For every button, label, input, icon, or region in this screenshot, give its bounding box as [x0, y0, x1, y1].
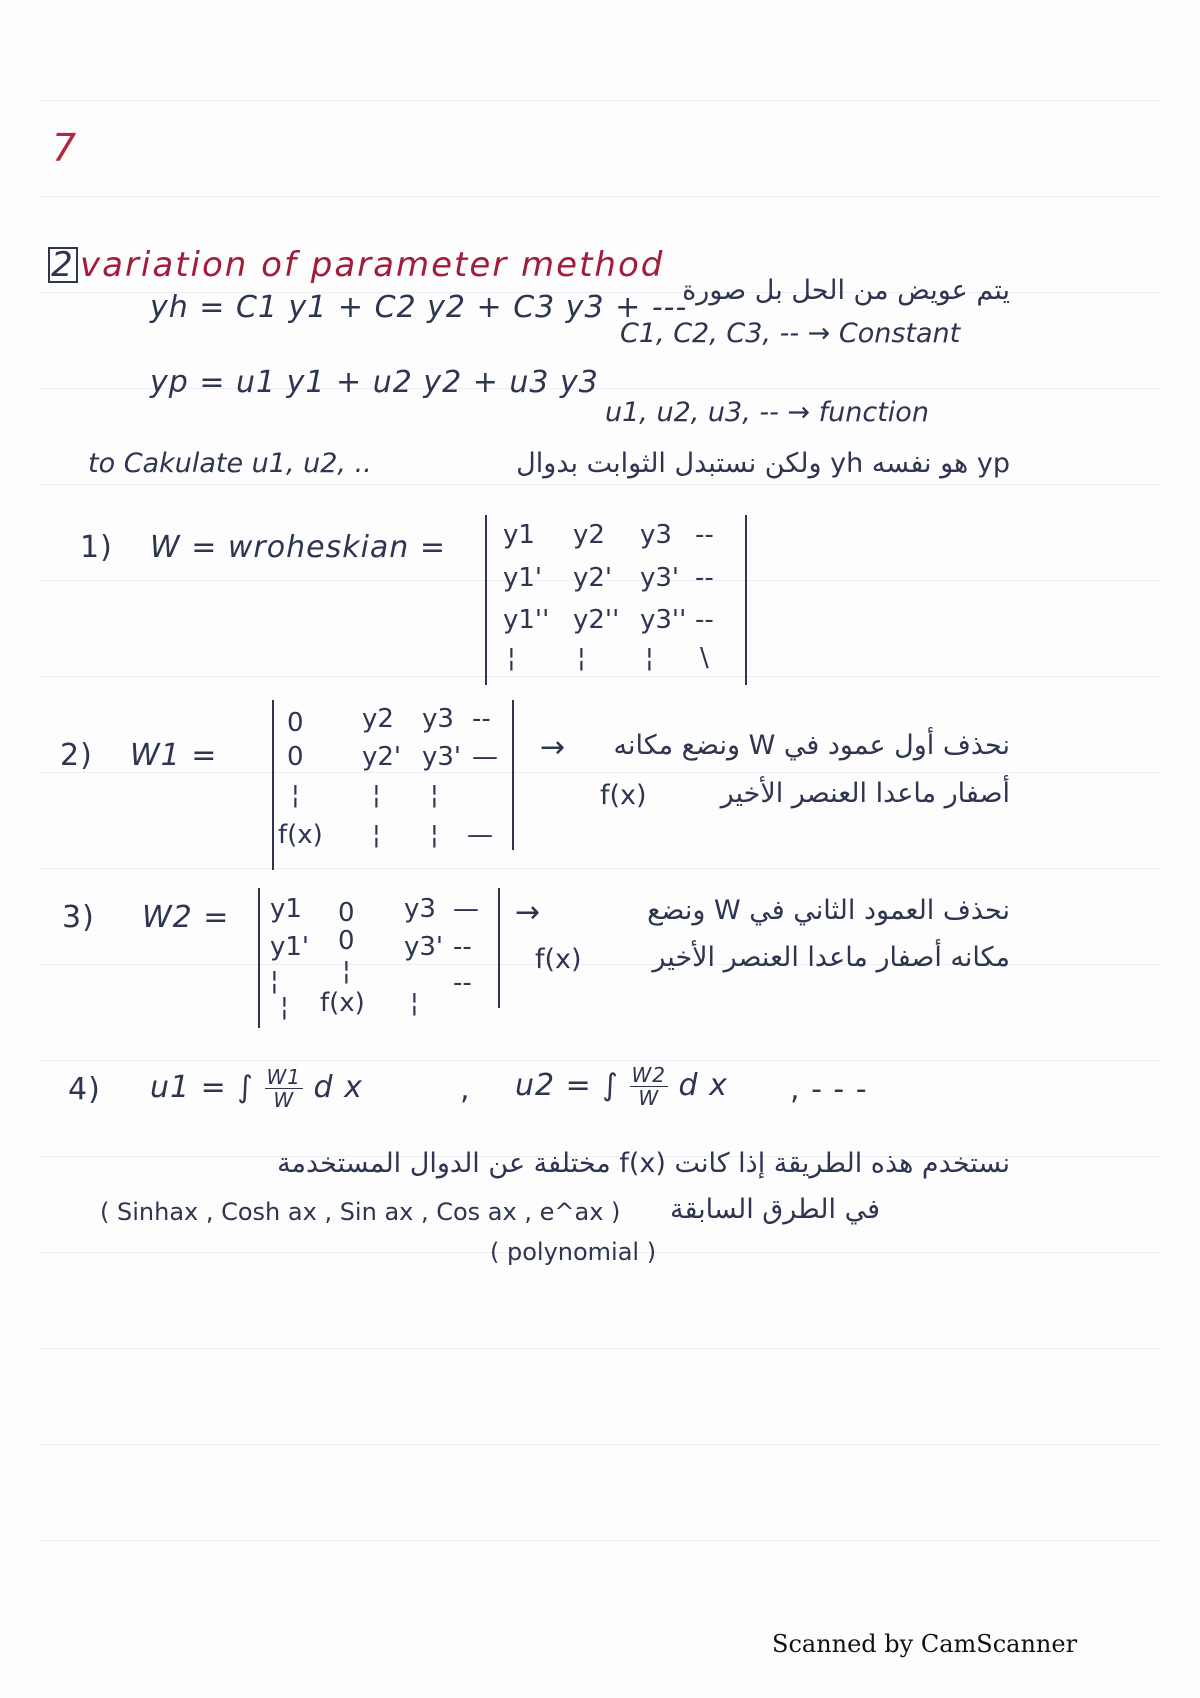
- matrix-cell: y3'': [640, 605, 687, 635]
- step3-arrow: →: [515, 895, 542, 930]
- usage-function-list: ( Sinhax , Cosh ax , Sin ax , Cos ax , e^ax ): [100, 1198, 621, 1226]
- step3-arabic-line2: مكانه أصفار ماعدا العنصر الأخير: [652, 942, 1010, 973]
- matrix-cell: y3': [422, 742, 462, 772]
- step1-number: 1): [80, 530, 113, 565]
- functions-note: u1, u2, u3, -- → function: [605, 397, 929, 428]
- step3-lhs: W2 =: [142, 900, 230, 935]
- u2-lhs: u2 = ∫: [515, 1068, 619, 1103]
- wronskian-matrix: [485, 515, 750, 685]
- matrix-cell: f(x): [278, 820, 323, 850]
- matrix-cell: y2': [573, 563, 613, 593]
- yp-equation: yp = u1 y1 + u2 y2 + u3 y3: [150, 365, 599, 400]
- matrix-cell: —: [467, 820, 493, 850]
- yh-arabic-note: يتم عويض من الحل بل صورة: [682, 275, 1010, 306]
- matrix-cell: ¦: [372, 820, 381, 850]
- step4-tail: , - - -: [790, 1072, 868, 1107]
- u2-fraction: [630, 1064, 669, 1109]
- page-number: 7: [52, 126, 77, 170]
- u1-lhs: u1 = ∫: [150, 1070, 254, 1105]
- usage-polynomial: ( polynomial ): [490, 1238, 657, 1266]
- w2-matrix: [258, 888, 503, 1028]
- matrix-cell: ¦: [577, 643, 586, 673]
- step2-fx: f(x): [600, 780, 647, 811]
- matrix-cell: y2: [573, 520, 605, 550]
- step2-number: 2): [60, 738, 93, 773]
- matrix-cell: y1': [503, 563, 543, 593]
- matrix-cell: ¦: [430, 780, 439, 810]
- calculate-arabic-note: yp هو نفسه yh ولكن نستبدل الثوابت بدوال: [516, 448, 1010, 479]
- u1-fraction: [265, 1066, 304, 1111]
- yh-equation: yh = C1 y1 + C2 y2 + C3 y3 + ---: [150, 290, 688, 325]
- constants-note: C1, C2, C3, -- → Constant: [620, 318, 961, 349]
- matrix-cell: y3: [640, 520, 672, 550]
- matrix-cell: --: [695, 563, 714, 593]
- matrix-cell: y3': [404, 932, 444, 962]
- matrix-cell: 0: [338, 898, 355, 928]
- matrix-cell: ¦: [430, 820, 439, 850]
- matrix-cell: ¦: [280, 992, 289, 1022]
- matrix-cell: y1': [270, 932, 310, 962]
- step2-arabic-line1: نحذف أول عمود في W ونضع مكانه: [613, 730, 1010, 761]
- step4-comma: ,: [460, 1072, 471, 1107]
- matrix-cell: 0: [287, 708, 304, 738]
- usage-arabic-line2: في الطرق السابقة: [670, 1194, 880, 1225]
- u2-dx: d x: [678, 1068, 728, 1103]
- matrix-cell: ¦: [507, 643, 516, 673]
- u1-dx: d x: [313, 1070, 363, 1105]
- matrix-cell: y2: [362, 704, 394, 734]
- matrix-cell: 0: [338, 926, 355, 956]
- matrix-cell: --: [472, 704, 491, 734]
- section-number: 2: [48, 247, 78, 283]
- step3-arabic-line1: نحذف العمود الثاني في W ونضع: [647, 895, 1010, 926]
- step4-number: 4): [68, 1072, 101, 1107]
- u1-formula: [150, 1066, 363, 1111]
- matrix-cell: --: [695, 605, 714, 635]
- usage-arabic-line1: نستخدم هذه الطريقة إذا كانت f(x) مختلفة عن الدوال المستخدمة: [277, 1148, 1010, 1179]
- matrix-cell: y3': [640, 563, 680, 593]
- matrix-cell: y2'': [573, 605, 620, 635]
- matrix-cell: \: [700, 643, 709, 673]
- matrix-cell: ¦: [342, 956, 351, 986]
- w1-matrix: [272, 700, 517, 870]
- matrix-cell: ¦: [410, 988, 419, 1018]
- u2-formula: [515, 1064, 728, 1109]
- matrix-cell: —: [472, 742, 498, 772]
- u2-denominator: W: [638, 1086, 660, 1110]
- step2-lhs: W1 =: [130, 738, 218, 773]
- u1-denominator: W: [273, 1088, 295, 1112]
- step3-fx: f(x): [535, 944, 582, 975]
- matrix-cell: y2': [362, 742, 402, 772]
- matrix-cell: ¦: [291, 780, 300, 810]
- step2-arrow: →: [540, 730, 567, 765]
- step3-number: 3): [62, 900, 95, 935]
- u2-numerator: W2: [631, 1063, 666, 1087]
- step2-arabic-line2: أصفار ماعدا العنصر الأخير: [720, 778, 1010, 809]
- matrix-cell: y1: [270, 894, 302, 924]
- scanner-watermark: Scanned by CamScanner: [772, 1630, 1078, 1658]
- matrix-cell: ¦: [372, 780, 381, 810]
- matrix-cell: --: [453, 932, 472, 962]
- matrix-cell: 0: [287, 742, 304, 772]
- matrix-cell: y1'': [503, 605, 550, 635]
- matrix-cell: y1: [503, 520, 535, 550]
- u1-numerator: W1: [266, 1065, 301, 1089]
- calculate-label: to Cakulate u1, u2, ..: [88, 448, 372, 479]
- matrix-cell: —: [453, 894, 479, 924]
- matrix-cell: f(x): [320, 988, 365, 1018]
- section-title: variation of parameter method: [80, 245, 665, 285]
- matrix-cell: ¦: [270, 966, 279, 996]
- section-heading: [48, 245, 664, 285]
- matrix-cell: ¦: [645, 643, 654, 673]
- matrix-cell: y3: [422, 704, 454, 734]
- step1-lhs: W = wroheskian =: [150, 530, 446, 565]
- matrix-cell: --: [453, 968, 472, 998]
- matrix-cell: --: [695, 520, 714, 550]
- matrix-cell: y3: [404, 894, 436, 924]
